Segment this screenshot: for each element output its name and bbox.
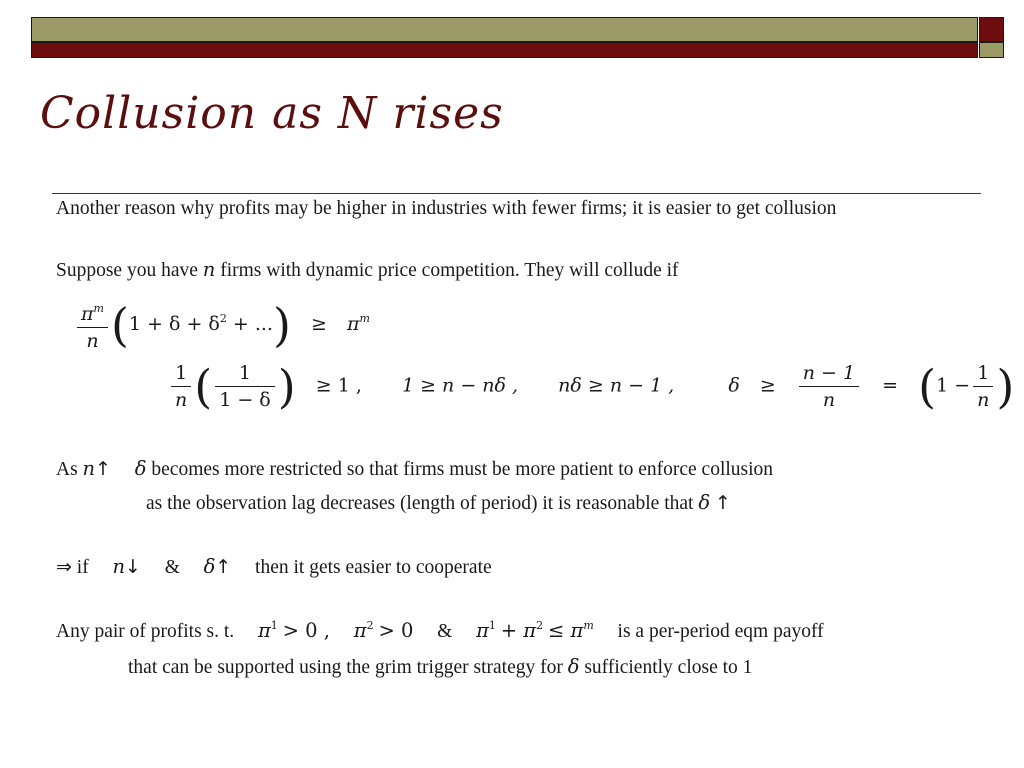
intro-line: Another reason why profits may be higher in industries with fewer firms; it is easier to get collusion xyxy=(56,198,837,219)
pi2-symbol: π xyxy=(353,619,367,642)
header-band-maroon xyxy=(31,42,978,58)
as-text: becomes more restricted so that firms must be more patient to enforce collusion xyxy=(151,459,774,480)
ampersand: & xyxy=(437,621,453,642)
as-n-rises-line xyxy=(56,457,773,481)
discount-series: 1 + δ + δ xyxy=(128,313,220,335)
title-divider xyxy=(52,193,981,194)
up-arrow-icon: ↑ xyxy=(95,458,112,480)
suppose-pre: Suppose you have xyxy=(56,260,198,281)
sum-pi1: π xyxy=(476,619,489,642)
numerator-one: 1 xyxy=(215,360,275,387)
support-pre: that can be supported using the grim trigger strategy for xyxy=(128,657,563,678)
geq-symbol: ≥ xyxy=(315,374,332,397)
fraction-n-minus-one-over-n xyxy=(799,360,859,413)
pi1-condition: > 0 , xyxy=(282,619,330,642)
sum-pi2-superscript: 2 xyxy=(536,619,544,632)
denominator-one-minus-delta: 1 − δ xyxy=(219,389,271,411)
ampersand: & xyxy=(164,557,180,578)
var-n: n xyxy=(202,258,216,281)
pi2-condition: > 0 xyxy=(378,619,414,642)
step1-rhs: 1 , xyxy=(337,374,362,397)
delta-symbol: δ xyxy=(134,457,147,480)
var-n: n xyxy=(112,555,126,578)
suppose-post: firms with dynamic price competition. They will collude if xyxy=(220,260,679,281)
equation-collusion-condition xyxy=(74,296,370,354)
delta-symbol: δ xyxy=(728,374,740,397)
suppose-line xyxy=(56,258,679,282)
pi1-symbol: π xyxy=(257,619,271,642)
equation-derivation-chain xyxy=(168,360,1014,413)
equals-symbol: = xyxy=(882,374,899,397)
pi1-superscript: 1 xyxy=(270,619,278,632)
delta-symbol: δ xyxy=(567,655,580,678)
left-paren: ( xyxy=(194,359,213,414)
implies-arrow-icon: ⇒ xyxy=(56,556,72,578)
geq-symbol: ≥ xyxy=(310,313,327,335)
fraction-pim-over-n xyxy=(77,296,108,354)
denominator-n: n xyxy=(175,389,188,411)
numerator-one: 1 xyxy=(973,360,993,387)
leq-pim: ≤ π xyxy=(548,619,584,642)
rhs-m-superscript: m xyxy=(359,312,370,325)
pi2-superscript: 2 xyxy=(366,619,374,632)
one-minus: 1 − xyxy=(936,374,971,397)
denominator-n: n xyxy=(86,330,99,352)
if-label: if xyxy=(76,557,89,578)
up-arrow-icon: ↑ xyxy=(215,556,232,578)
var-n: n xyxy=(82,457,96,480)
pim-superscript: m xyxy=(583,619,594,632)
geq-symbol-2: ≥ xyxy=(759,374,776,397)
support-post: sufficiently close to 1 xyxy=(584,657,753,678)
fraction-one-over-one-minus-delta xyxy=(215,360,275,413)
sum-pi1-superscript: 1 xyxy=(488,619,496,632)
rhs-pi: π xyxy=(346,313,360,335)
implies-line xyxy=(56,555,492,579)
left-paren: ( xyxy=(918,359,937,414)
any-pair-line xyxy=(56,619,824,643)
numerator-one: 1 xyxy=(171,360,191,387)
denominator-n: n xyxy=(822,389,836,411)
right-paren: ) xyxy=(277,359,296,414)
as-label: As xyxy=(56,459,78,480)
right-paren: ) xyxy=(996,359,1015,414)
slide-title: Collusion as N rises xyxy=(40,88,504,139)
left-paren: ( xyxy=(110,298,129,352)
fraction-one-over-n xyxy=(973,360,993,413)
step3: nδ ≥ n − 1 , xyxy=(558,374,675,397)
pi-symbol: π xyxy=(81,303,94,325)
denominator-n: n xyxy=(977,389,990,411)
fraction-one-over-n xyxy=(171,360,191,413)
pair-pre: Any pair of profits s. t. xyxy=(56,621,235,642)
implies-text: then it gets easier to cooperate xyxy=(255,557,492,578)
delta-symbol: δ xyxy=(698,491,711,514)
pair-post: is a per-period eqm payoff xyxy=(617,621,824,642)
up-arrow-icon: ↑ xyxy=(714,492,731,514)
right-paren: ) xyxy=(272,298,291,352)
m-superscript: m xyxy=(93,302,104,315)
observation-lag-line xyxy=(146,491,731,515)
header-corner-olive xyxy=(979,42,1004,58)
delta-symbol: δ xyxy=(203,555,216,578)
step2: 1 ≥ n − nδ , xyxy=(401,374,519,397)
obs-text: as the observation lag decreases (length of period) it is reasonable that xyxy=(146,493,694,514)
down-arrow-icon: ↓ xyxy=(125,556,141,578)
header-corner-maroon xyxy=(979,17,1004,42)
series-dots: + ... xyxy=(232,313,273,335)
numerator-n-minus-one: n − 1 xyxy=(799,360,859,387)
square-superscript: 2 xyxy=(219,312,227,325)
header-band-olive xyxy=(31,17,978,42)
grim-trigger-line xyxy=(128,655,752,679)
sum-plus-pi2: + π xyxy=(500,619,537,642)
